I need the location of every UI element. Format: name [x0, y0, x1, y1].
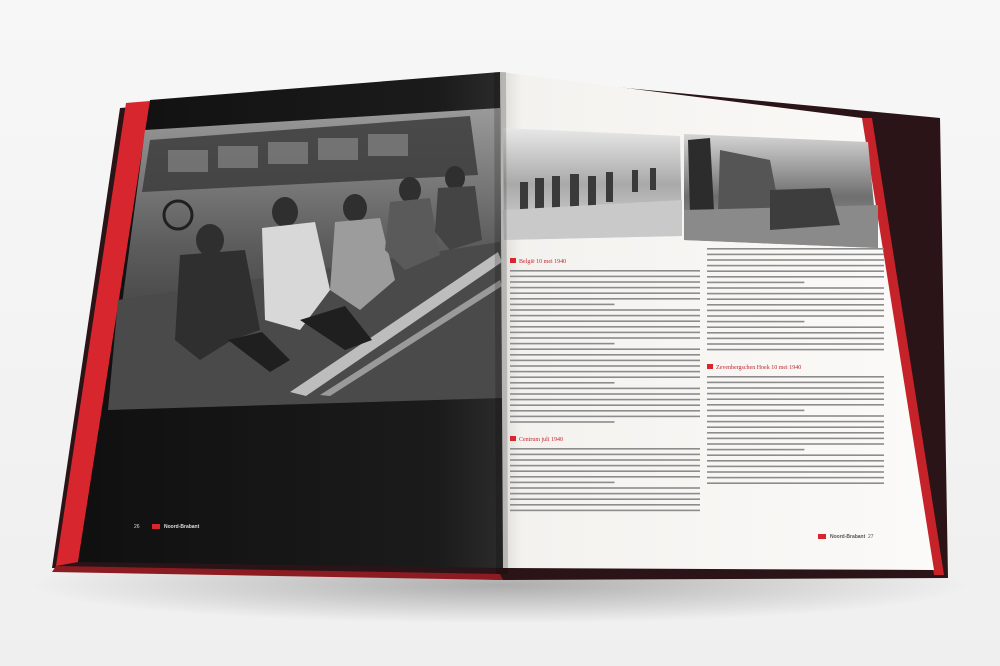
left-footer-label: Noord-Brabant	[164, 524, 200, 530]
body-text-line	[510, 459, 700, 461]
body-text-line	[707, 315, 884, 317]
body-text-line	[510, 276, 700, 278]
body-text-line	[510, 510, 700, 512]
body-text-line	[510, 298, 700, 300]
body-text-line	[510, 421, 615, 423]
right-footer-logo	[818, 534, 826, 539]
body-text-line	[707, 248, 884, 250]
body-text-line	[707, 259, 884, 261]
body-text-line	[510, 309, 700, 311]
body-text-line	[707, 387, 884, 389]
body-text-line	[510, 493, 700, 495]
body-text-line	[707, 282, 804, 284]
right-footer-label: Noord-Brabant	[830, 534, 866, 540]
body-text-line	[707, 382, 884, 384]
body-text-line	[510, 281, 700, 283]
body-text-line	[707, 421, 884, 423]
left-page-number: 26	[134, 524, 140, 530]
body-text-line	[707, 265, 884, 267]
body-text-line	[510, 410, 700, 412]
body-text-line	[707, 287, 884, 289]
section-heading-centrum: Centrum juli 1940	[519, 437, 563, 443]
section-heading-zevenbergschen: Zevenbergschen Hoek 10 mei 1940	[716, 365, 802, 371]
body-text-line	[510, 376, 700, 378]
body-text-line	[707, 254, 884, 256]
body-text-line	[707, 343, 884, 345]
body-text-line	[707, 432, 884, 434]
section-heading-belgie: België 10 mei 1940	[519, 259, 567, 265]
body-text-line	[707, 482, 884, 484]
body-text-line	[510, 337, 700, 339]
body-text-line	[510, 287, 700, 289]
body-text-line	[510, 371, 700, 373]
body-text-line	[707, 276, 884, 278]
body-text-line	[707, 393, 884, 395]
body-text-line	[510, 465, 700, 467]
body-text-line	[510, 365, 700, 367]
body-text-line	[510, 354, 700, 356]
body-text-line	[510, 388, 700, 390]
body-text-line	[707, 426, 884, 428]
body-text-line	[707, 454, 884, 456]
main-photo	[108, 108, 502, 410]
body-text-line	[510, 482, 615, 484]
body-text-line	[707, 270, 884, 272]
body-text-line	[510, 292, 700, 294]
left-footer-logo	[152, 524, 160, 529]
body-text-line	[510, 399, 700, 401]
body-text-line	[707, 438, 884, 440]
body-text-line	[510, 326, 700, 328]
body-text-line	[510, 348, 700, 350]
body-text-line	[707, 304, 884, 306]
ruins-photo	[684, 134, 878, 248]
body-text-line	[510, 270, 700, 272]
body-text-line	[510, 343, 615, 345]
body-text-line	[510, 360, 700, 362]
body-text-line	[707, 471, 884, 473]
body-text-line	[510, 304, 615, 306]
body-text-line	[707, 349, 884, 351]
body-text-line	[510, 393, 700, 395]
body-text-line	[707, 321, 804, 323]
body-text-line	[510, 504, 700, 506]
body-text-line	[510, 498, 700, 500]
body-text-line	[707, 443, 884, 445]
body-text-line	[510, 332, 700, 334]
body-text-line	[510, 476, 700, 478]
body-text-line	[707, 326, 884, 328]
body-text-line	[510, 470, 700, 472]
body-text-line	[707, 466, 884, 468]
body-text-line	[707, 398, 884, 400]
street-photo	[503, 128, 682, 240]
body-text-line	[707, 338, 884, 340]
body-text-line	[510, 382, 615, 384]
body-text-line	[707, 477, 884, 479]
body-text-line	[707, 298, 884, 300]
body-text-line	[707, 460, 884, 462]
body-text-line	[707, 410, 804, 412]
body-text-line	[707, 449, 804, 451]
body-text-line	[510, 404, 700, 406]
body-text-line	[707, 310, 884, 312]
body-text-line	[707, 332, 884, 334]
body-text-line	[510, 315, 700, 317]
body-text-line	[707, 376, 884, 378]
body-text-line	[510, 487, 700, 489]
body-text-line	[510, 454, 700, 456]
body-text-line	[510, 448, 700, 450]
right-page-number: 27	[868, 534, 874, 540]
body-text-line	[707, 415, 884, 417]
body-text-line	[510, 416, 700, 418]
body-text-line	[707, 293, 884, 295]
body-text-line	[510, 320, 700, 322]
body-text-line	[707, 404, 884, 406]
